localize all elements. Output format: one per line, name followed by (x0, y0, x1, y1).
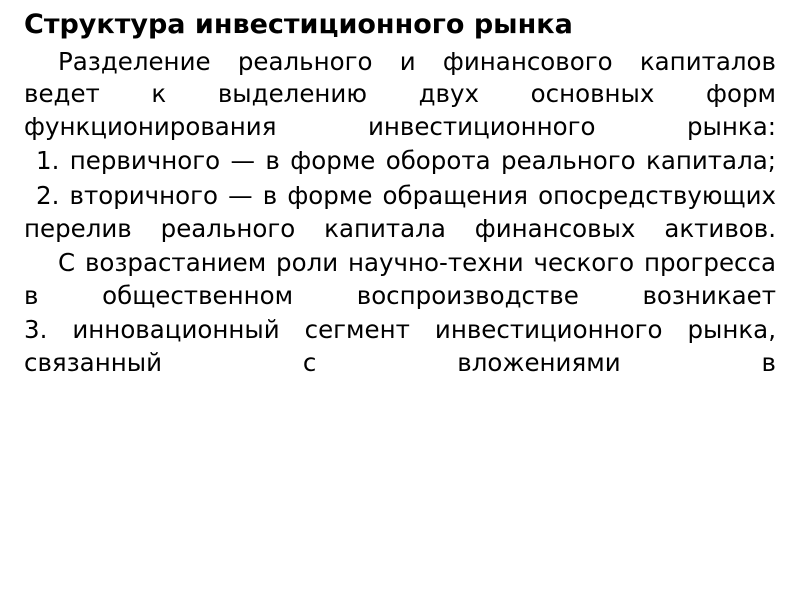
paragraph-item-3: 3. инновационный сегмент инвестиционного рынка, связанный с вложениями в (24, 315, 776, 377)
page-title: Структура инвестиционного рынка (24, 9, 573, 40)
paragraph-intro: Разделение реального и финансового капиталов ведет к выделению двух основных форм функционирования инвестиционного рынка: (24, 46, 776, 141)
slide-body (24, 46, 776, 380)
paragraph-progress: С возрастанием роли научно-техни ческого прогресса в общественном воспроизводстве возникает (24, 248, 776, 310)
paragraph-item-1: 1. первичного — в форме оборота реального капитала; (36, 146, 776, 176)
paragraph-item-2: 2. вторичного — в форме обращения опосредствующих перелив реального капитала финансовых активов. (24, 181, 776, 243)
